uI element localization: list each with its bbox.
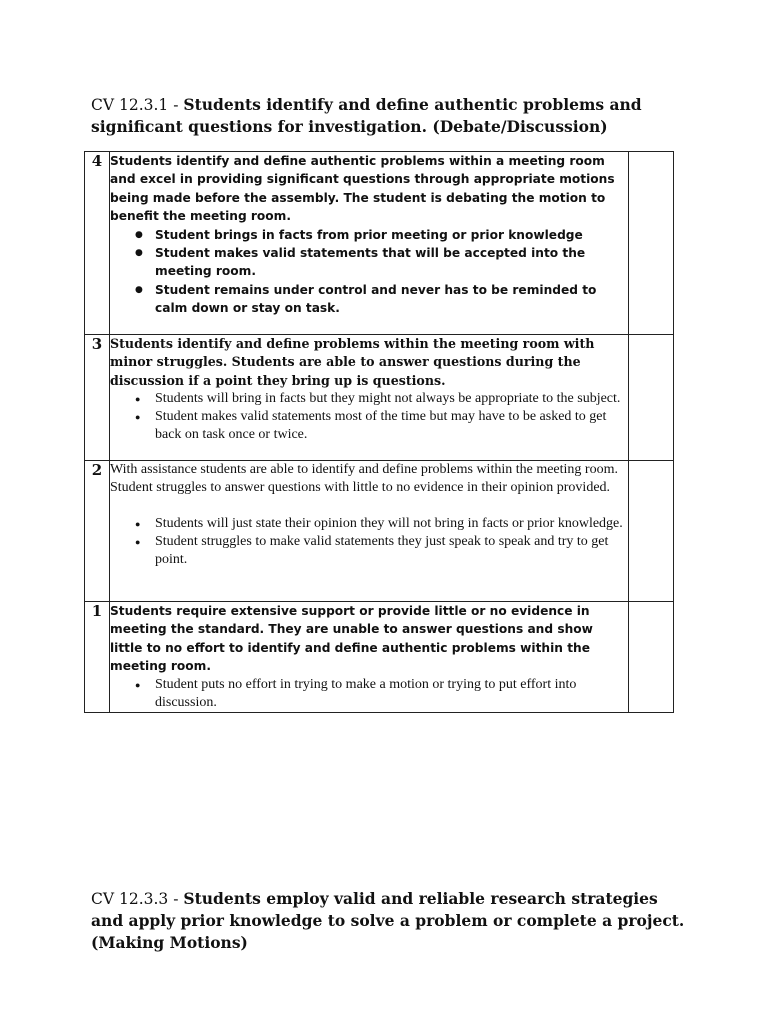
criteria-item: ● Student makes valid statements most of the time but may have to be asked to get back on task once or twice. (135, 408, 628, 444)
check-cell[interactable] (629, 152, 674, 335)
rubric-table (84, 151, 674, 713)
criteria-item: ● Student remains under control and never has to be reminded to calm down or stay on task. (135, 281, 628, 318)
criteria-list (110, 676, 628, 712)
rubric-row-2 (85, 461, 674, 602)
check-cell[interactable] (629, 461, 674, 602)
rubric-row-3 (85, 335, 674, 461)
spacer (110, 497, 628, 515)
check-cell[interactable] (629, 602, 674, 713)
standard-heading-cv-12-3-1 (91, 94, 691, 138)
level-description: Students require extensive support or provide little or no evidence in meeting the standard. They are unable to answer questions and show little to no effort to identify and define authentic problems within the meeting room. (110, 604, 593, 674)
standard-heading-cv-12-3-3 (91, 888, 691, 954)
check-cell[interactable] (629, 335, 674, 461)
rubric-row-4 (85, 152, 674, 335)
score-cell: 3 (85, 335, 110, 461)
criteria-item: ● Student struggles to make valid statements they just speak to speak and try to get point. (135, 533, 628, 569)
standard-code: CV 12.3.3 - (91, 890, 184, 908)
description-cell (110, 335, 629, 461)
criteria-item: ● Students will just state their opinion they will not bring in facts or prior knowledge. (135, 515, 628, 533)
description-cell (110, 152, 629, 335)
criteria-list (110, 226, 628, 318)
score-cell: 2 (85, 461, 110, 602)
criteria-item: ● Student brings in facts from prior meeting or prior knowledge (135, 226, 628, 244)
standard-code: CV 12.3.1 - (91, 96, 184, 114)
description-cell (110, 461, 629, 602)
level-description: Students identify and define problems within the meeting room with minor struggles. Students are able to answer questions during the discussion if a point they bring up is questions. (110, 336, 595, 388)
standard-text: Students identify and define authentic problems and significant questions for investigation. (Debate/Discussion) (91, 95, 642, 136)
criteria-list (110, 515, 628, 569)
score-cell: 4 (85, 152, 110, 335)
standard-text: Students employ valid and reliable research strategies and apply prior knowledge to solve a problem or complete a project. (Making Motions) (91, 889, 685, 952)
level-description: Students identify and define authentic problems within a meeting room and excel in providing significant questions through appropriate motions being made before the assembly. The student is debating the motion to benefit the meeting room. (110, 154, 615, 224)
criteria-item: ● Student makes valid statements that will be accepted into the meeting room. (135, 244, 628, 281)
description-cell (110, 602, 629, 713)
criteria-list (110, 390, 628, 444)
rubric-row-1 (85, 602, 674, 713)
criteria-item: ● Student puts no effort in trying to make a motion or trying to put effort into discussion. (135, 676, 628, 712)
criteria-item: ● Students will bring in facts but they might not always be appropriate to the subject. (135, 390, 628, 408)
score-cell: 1 (85, 602, 110, 713)
level-description: With assistance students are able to identify and define problems within the meeting room. Student struggles to answer questions with little to no evidence in their opinion provided. (110, 462, 618, 495)
